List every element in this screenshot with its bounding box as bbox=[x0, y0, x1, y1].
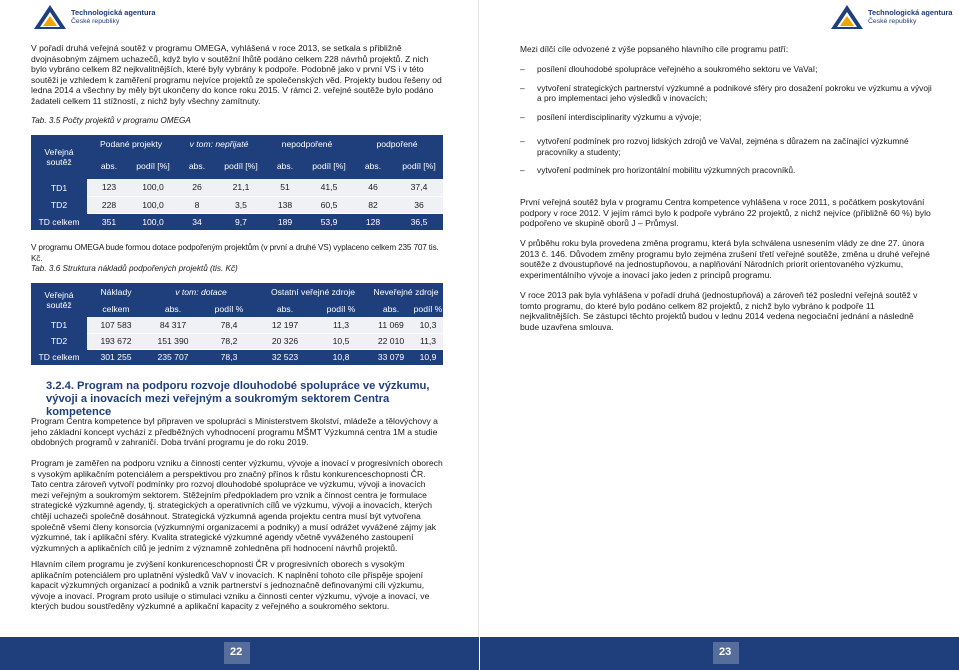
table-cell: 8 bbox=[175, 196, 219, 213]
row-label: TD2 bbox=[31, 196, 87, 213]
right-page bbox=[480, 0, 959, 670]
table-sub-header: podíl [%] bbox=[307, 152, 351, 179]
table-cell: 82 bbox=[351, 196, 395, 213]
table-cell: 20 326 bbox=[257, 333, 313, 349]
table-cell: 78,4 bbox=[201, 317, 257, 333]
table-cell: 84 317 bbox=[145, 317, 201, 333]
table-cell: 21,1 bbox=[219, 179, 263, 196]
table-total-row bbox=[31, 213, 443, 230]
table-sub-header: podíl [%] bbox=[219, 152, 263, 179]
table-cell: 41,5 bbox=[307, 179, 351, 196]
row-label: TD2 bbox=[31, 333, 87, 349]
table-corner: Veřejná soutěž bbox=[31, 135, 87, 179]
table-row bbox=[31, 333, 443, 349]
table-cell: 193 672 bbox=[87, 333, 145, 349]
table-sub-header: podíl % bbox=[313, 300, 369, 317]
table-cell: 100,0 bbox=[131, 196, 175, 213]
table-cell: 351 bbox=[87, 213, 131, 230]
row-label: TD celkem bbox=[31, 213, 87, 230]
table-cell: 9,7 bbox=[219, 213, 263, 230]
table-sub-header: abs. bbox=[175, 152, 219, 179]
table-total-row bbox=[31, 349, 443, 365]
table-cell: 26 bbox=[175, 179, 219, 196]
logo bbox=[33, 4, 155, 30]
table-cell: 33 079 bbox=[369, 349, 413, 365]
goals-list bbox=[520, 136, 932, 176]
list-item: – vytvoření strategických partnerství výzkumné a podnikové sféry pro dosažení pokroku ve výzkumu a vývoji a pro implementaci jeho výsledků v inovacích; bbox=[520, 83, 932, 104]
table-cell: 100,0 bbox=[131, 179, 175, 196]
table-cell: 10,5 bbox=[313, 333, 369, 349]
org-sub: České republiky bbox=[868, 18, 917, 25]
list-item: – posílení interdisciplinarity výzkumu a vývoje; bbox=[520, 112, 932, 123]
table-row bbox=[31, 196, 443, 213]
table-cell: 11,3 bbox=[313, 317, 369, 333]
table-cell: 11 069 bbox=[369, 317, 413, 333]
table-sub-header: podíl % bbox=[413, 300, 443, 317]
paragraph: V roce 2013 pak byla vyhlášena v pořadí druhá (jednostupňová) a zároveň též poslední veřejná soutěž v tomto programu, do které bylo podáno celkem 82 projektů, z nichž bylo vybráno k podpoře 11 nejkvalitnějších. Se zástupci těchto projektů budou v lednu 2014 vedena negociační jednání a následně bude uzavřena smlouva. bbox=[520, 290, 918, 332]
paragraph: Program je zaměřen na podporu vzniku a činnosti center výzkumu, vývoje a inovací v progresivních oborech s vysokým aplikačním potenciálem a perspektivou pro značný přínos k růstu konkurenceschopnosti ČR. Tato centra zároveň vytvoří podmínky pro rozvoj dlouhodobé spolupráce ve výzkumu, vývoji a inovacích mezi veřejným a soukromým sektorem. Stěžejním předpokladem pro vznik a činnost centra je formulace strategické výzkumné agendy, tj. strategických a operativních cílů ve výzkumu, vývoji a inovacích, kterých chtějí uchazeči společně dosáhnout. Strategická výzkumná agenda projektu centra musí být vytvořena společně všemi členy konsorcia (výzkumnými organizacemi a podniky) a musí odrážet vyvážené zájmy jak výzkumné, tak i aplikační sféry. Kvalita strategické výzkumné agendy včetně vyváženého zastoupení výzkumných a aplikačních cílů je jedním z významně zohledněna při hodnocení návrhů projektů. bbox=[31, 458, 443, 553]
table-group-header: Neveřejné zdroje bbox=[369, 283, 443, 300]
table-cell: 3,5 bbox=[219, 196, 263, 213]
page-footer bbox=[0, 637, 479, 670]
table-cell: 11,3 bbox=[413, 333, 443, 349]
paragraph: Program Centra kompetence byl připraven ve spolupráci s Ministerstvem školství, mládeže a tělovýchovy a jeho základní koncept vychází z předběžných vyhodnocení programu MŠMT Výzkumná centra 1M a studie obdobných programů v zahraničí. Doba trvání programu je do roku 2019. bbox=[31, 416, 438, 448]
table-cell: 138 bbox=[263, 196, 307, 213]
table-cell: 36 bbox=[395, 196, 443, 213]
table-cell: 151 390 bbox=[145, 333, 201, 349]
paragraph: V pořadí druhá veřejná soutěž v programu OMEGA, vyhlášená v roce 2013, se setkala s přibližně dvojnásobným zájmem uchazečů, když bylo v soutěžní lhůtě podáno celkem 228 návrhů projektů. Z nich bylo vybráno celkem 82 nejkvalitnějších, které byly vybrány k podpoře. Podobně jako v první VS i v této soutěži je vzhledem k zaměření programu nejvíce projektů ze společenských věd. Projekty budou řešeny od ledna 2014 a všechny by měly být ukončeny do konce roku 2015. V rámci 2. veřejné soutěže bylo podáno žadateli celkem 11 stížností, z nichž byly všechny zamítnuty. bbox=[31, 43, 442, 106]
table-cell: 189 bbox=[263, 213, 307, 230]
table-cell: 36,5 bbox=[395, 213, 443, 230]
table-sub-header: celkem bbox=[87, 300, 145, 317]
list-item: – posílení dlouhodobé spolupráce veřejného a soukromého sektoru ve VaVaI; bbox=[520, 64, 932, 75]
table-group-header: v tom: nepřijaté bbox=[175, 135, 263, 152]
org-sub: České republiky bbox=[71, 18, 120, 25]
table-cell: 128 bbox=[351, 213, 395, 230]
table-cell: 60,5 bbox=[307, 196, 351, 213]
table-cell: 107 583 bbox=[87, 317, 145, 333]
table-sub-header: podíl [%] bbox=[395, 152, 443, 179]
table-group-header: Ostatní veřejné zdroje bbox=[257, 283, 369, 300]
table-cell: 22 010 bbox=[369, 333, 413, 349]
table-sub-header: abs. bbox=[257, 300, 313, 317]
table-cell: 53,9 bbox=[307, 213, 351, 230]
section-number: 3.2.4. bbox=[46, 380, 74, 392]
table-row bbox=[31, 317, 443, 333]
table-cell: 10,8 bbox=[313, 349, 369, 365]
org-name: Technologická agentura bbox=[71, 8, 156, 17]
table-cell: 78,3 bbox=[201, 349, 257, 365]
table-cell: 46 bbox=[351, 179, 395, 196]
paragraph: V programu OMEGA bude formou dotace podpořeným projektům (v první a druhé VS) vyplaceno celkem 235 707 tis. Kč. bbox=[31, 243, 439, 263]
table-caption: Tab. 3.6 Struktura nákladů podpořených projektů (tis. Kč) bbox=[31, 264, 238, 273]
logo bbox=[830, 4, 952, 30]
org-name: Technologická agentura bbox=[868, 8, 953, 17]
row-label: TD1 bbox=[31, 317, 87, 333]
ta-cr-logo-icon bbox=[33, 4, 67, 30]
table-cell: 51 bbox=[263, 179, 307, 196]
row-label: TD celkem bbox=[31, 349, 87, 365]
page-number: 23 bbox=[719, 646, 732, 658]
table-cell: 235 707 bbox=[145, 349, 201, 365]
table-cell: 123 bbox=[87, 179, 131, 196]
table-sub-header: abs. bbox=[351, 152, 395, 179]
table-cell: 100,0 bbox=[131, 213, 175, 230]
paragraph: První veřejná soutěž byla v programu Centra kompetence vyhlášena v roce 2011, s počátkem poskytování podpory v roce 2012. V jejím rámci bylo k podpoře vybráno 22 projektů, z nichž nejvíce (přibližně 60 %) bylo podpořeno ve skupině oborů J – Průmysl. bbox=[520, 197, 931, 229]
table-group-header: v tom: dotace bbox=[145, 283, 257, 300]
row-label: TD1 bbox=[31, 179, 87, 196]
table-sub-header: podíl % bbox=[201, 300, 257, 317]
section-heading bbox=[46, 380, 446, 419]
ta-cr-logo-icon bbox=[830, 4, 864, 30]
table-sub-header: abs. bbox=[369, 300, 413, 317]
page-number: 22 bbox=[230, 646, 243, 658]
paragraph: V průběhu roku byla provedena změna programu, která byla schválena usnesením vlády ze dne 27. února 2013 č. 146. Důvodem změny programu bylo zejména zrušení třetí veřejné soutěže, změna u druhé veřejné soutěže z dvoustupňové na jednostupňovou, a naplňování Národních priorit orientovaného výzkumu, experimentálního vývoje a inovací jako jeden z principů programu. bbox=[520, 238, 930, 280]
table-cell: 32 523 bbox=[257, 349, 313, 365]
omega-costs-table bbox=[31, 283, 443, 365]
section-title: Program na podporu rozvoje dlouhodobé spolupráce ve výzkumu, vývoji a inovacích mezi veřejným a soukromým sektorem Centra kompetence bbox=[46, 380, 430, 418]
paragraph: Hlavním cílem programu je zvýšení konkurenceschopnosti ČR v progresivních oborech s vysokým aplikačním potenciálem pro uplatnění výsledků VaV v inovacích. K naplnění tohoto cíle přispěje spojení kapacit výzkumných organizací a podniků a vznik partnerství s jednoznačně definovanými cíli výzkumu, vývoje a inovací. Program proto usiluje o stimulaci vzniku a činnosti center výzkumu, vývoje a inovací, ve kterých budou soustředěny výzkumné a aplikační kapacity z veřejného a soukromého sektoru. bbox=[31, 559, 430, 612]
list-item: – vytvoření podmínek pro rozvoj lidských zdrojů ve VaVaI, zejména s důrazem na začínající výzkumné pracovníky a studenty; bbox=[520, 136, 932, 157]
table-sub-header: abs. bbox=[87, 152, 131, 179]
paragraph: Mezi dílčí cíle odvozené z výše popsaného hlavního cíle programu patří: bbox=[520, 44, 789, 54]
list-item: – vytvoření podmínek pro horizontální mobilitu výzkumných pracovníků. bbox=[520, 165, 932, 176]
table-group-header: Podané projekty bbox=[87, 135, 175, 152]
table-cell: 10,3 bbox=[413, 317, 443, 333]
table-cell: 78,2 bbox=[201, 333, 257, 349]
table-row bbox=[31, 179, 443, 196]
table-cell: 10,9 bbox=[413, 349, 443, 365]
table-sub-header: podíl [%] bbox=[131, 152, 175, 179]
table-sub-header: abs. bbox=[145, 300, 201, 317]
table-cell: 34 bbox=[175, 213, 219, 230]
table-cell: 12 197 bbox=[257, 317, 313, 333]
table-cell: 37,4 bbox=[395, 179, 443, 196]
table-sub-header: abs. bbox=[263, 152, 307, 179]
goals-list bbox=[520, 64, 932, 122]
table-group-header: Náklady bbox=[87, 283, 145, 300]
table-cell: 228 bbox=[87, 196, 131, 213]
table-group-header: nepodpořené bbox=[263, 135, 351, 152]
table-group-header: podpořené bbox=[351, 135, 443, 152]
table-corner: Veřejná soutěž bbox=[31, 283, 87, 317]
table-cell: 301 255 bbox=[87, 349, 145, 365]
omega-projects-table bbox=[31, 135, 443, 230]
table-caption: Tab. 3.5 Počty projektů v programu OMEGA bbox=[31, 116, 191, 125]
page-footer bbox=[480, 637, 959, 670]
left-page bbox=[0, 0, 479, 670]
